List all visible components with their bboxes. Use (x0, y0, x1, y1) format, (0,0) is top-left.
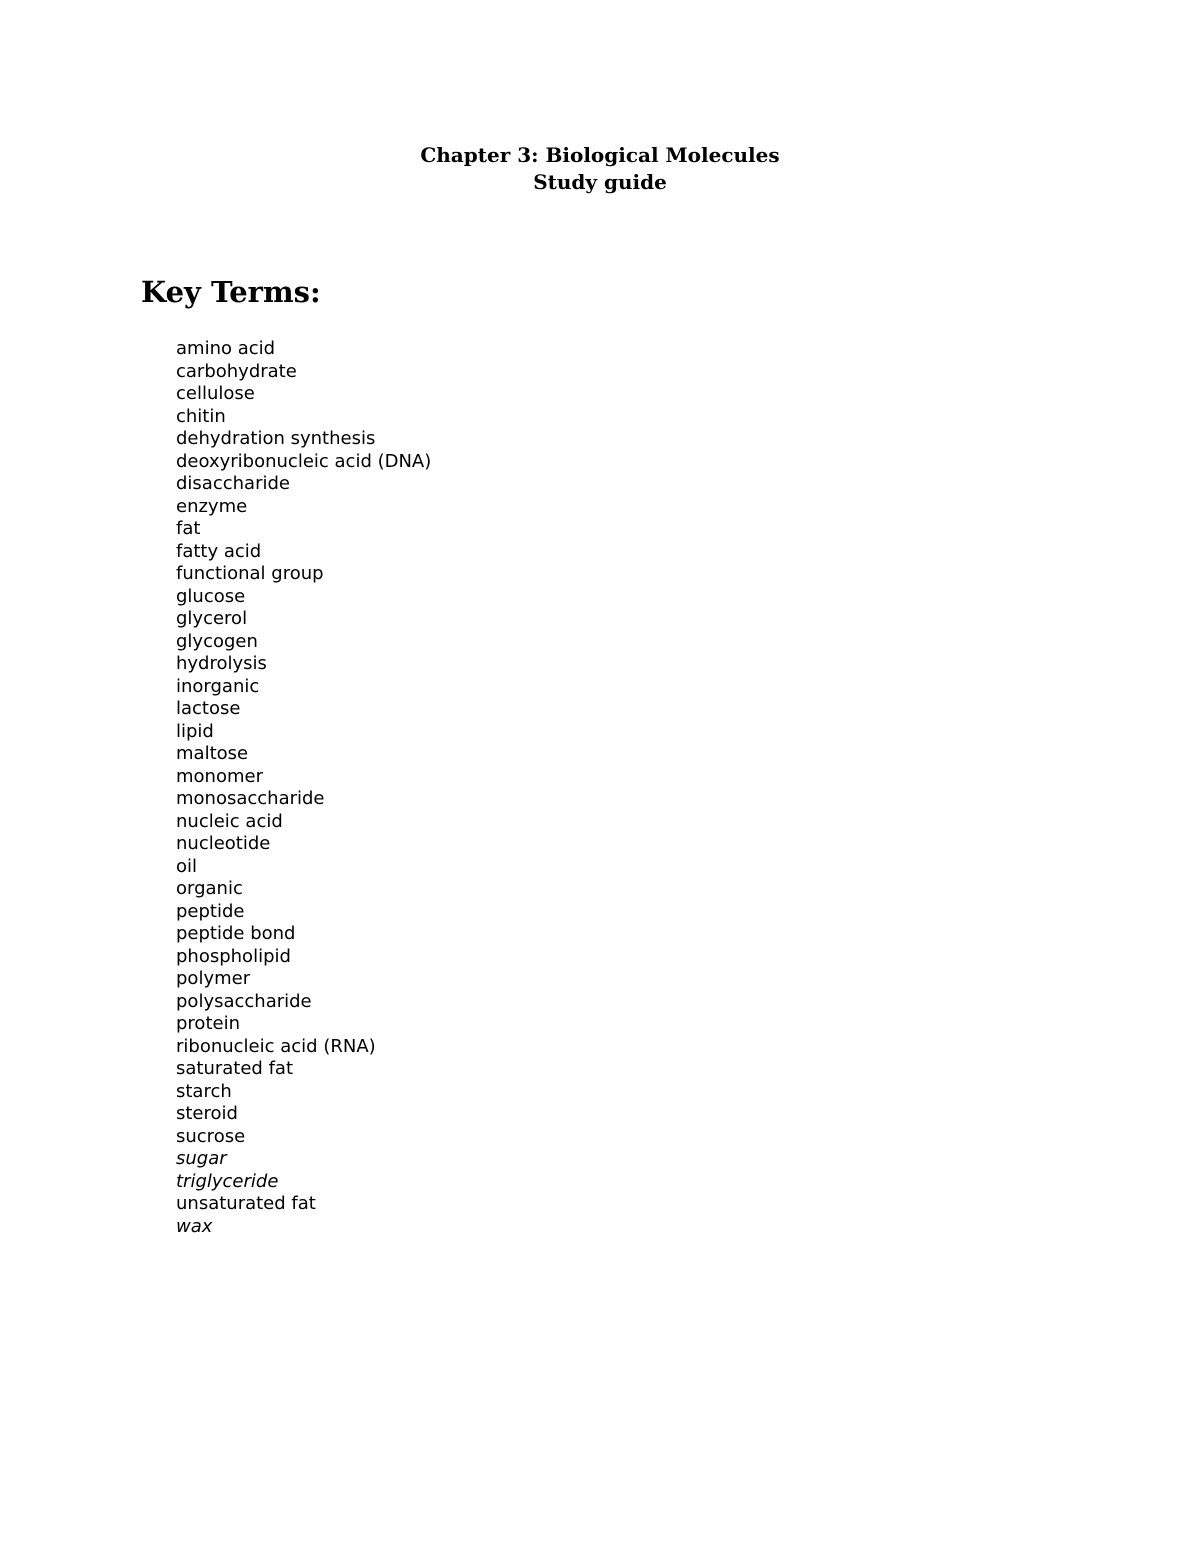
key-term-item: chitin (176, 405, 226, 427)
key-term-item: ribonucleic acid (RNA) (176, 1035, 376, 1057)
key-term-item: cellulose (176, 383, 255, 404)
key-term-item: peptide (176, 900, 245, 922)
document-title: Chapter 3: Biological Molecules (420, 143, 780, 167)
key-term-item: fatty acid (176, 540, 262, 562)
key-term-item: amino acid (176, 338, 276, 359)
key-term-item: carbohydrate (176, 360, 297, 382)
key-term-item: polysaccharide (176, 990, 312, 1012)
key-terms-list (176, 338, 431, 1238)
key-term-item: enzyme (176, 495, 248, 517)
key-term-item: saturated fat (176, 1058, 294, 1079)
key-term-item: triglyceride (176, 1170, 279, 1192)
key-term-item: oil (176, 855, 198, 877)
key-term-item: phospholipid (176, 945, 291, 967)
key-term-item: dehydration synthesis (176, 428, 376, 449)
key-term-item: peptide bond (176, 923, 296, 944)
key-term-item: monosaccharide (176, 788, 325, 809)
key-term-item: glycogen (176, 630, 258, 652)
key-term-item: polymer (176, 968, 251, 989)
key-term-item: functional group (176, 563, 324, 584)
key-term-item: sucrose (176, 1125, 246, 1147)
key-term-item: fat (176, 518, 201, 539)
key-term-item: inorganic (176, 675, 260, 697)
key-term-item: unsaturated fat (176, 1193, 316, 1214)
document-subtitle: Study guide (533, 170, 667, 194)
key-term-item: sugar (176, 1148, 227, 1169)
key-terms-heading: Key Terms: (141, 275, 321, 309)
key-term-item: lactose (176, 698, 241, 719)
key-term-item: starch (176, 1080, 232, 1102)
key-term-item: glycerol (176, 608, 248, 629)
key-term-item: wax (176, 1215, 213, 1237)
key-term-item: disaccharide (176, 473, 290, 494)
key-term-item: glucose (176, 585, 246, 607)
key-term-item: steroid (176, 1103, 238, 1124)
key-term-item: lipid (176, 720, 214, 742)
document-header (0, 142, 1200, 196)
key-term-item: organic (176, 878, 243, 899)
key-term-item: nucleic acid (176, 810, 283, 832)
key-term-item: monomer (176, 765, 263, 787)
key-term-item: hydrolysis (176, 653, 267, 674)
key-term-item: nucleotide (176, 833, 271, 854)
key-term-item: deoxyribonucleic acid (DNA) (176, 450, 432, 472)
key-term-item: protein (176, 1013, 240, 1034)
key-term-item: maltose (176, 743, 249, 764)
